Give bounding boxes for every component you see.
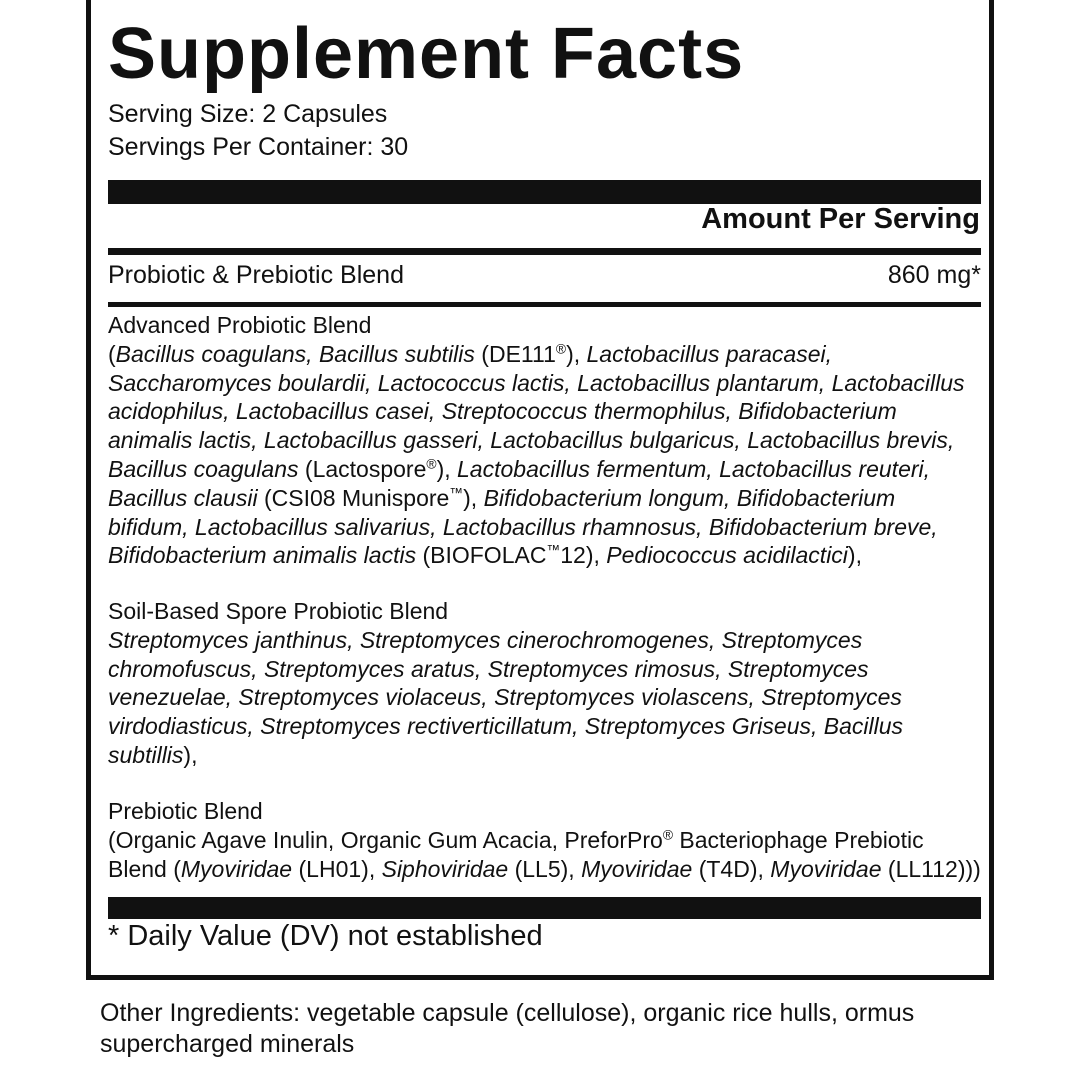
- blend-row: [108, 260, 981, 290]
- soil-probiotic-ingredients: Streptomyces janthinus, Streptomyces cinerochromogenes, Streptomyces chromofuscus, Streptomyces aratus, Streptomyces rimosus, Streptomyces venezuelae, Streptomyces violaceus, Streptomyces violascens, Streptomyces virdodiasticus, Streptomyces rectiverticillatum, Streptomyces Griseus, Bacillus subtillis),: [108, 626, 904, 768]
- thick-divider: [108, 897, 981, 919]
- panel-title: Supplement Facts: [108, 14, 745, 94]
- medium-divider: [108, 302, 981, 307]
- prebiotic-section: [108, 797, 981, 883]
- thick-divider: [108, 180, 981, 204]
- blend-name: Probiotic & Prebiotic Blend: [108, 261, 404, 289]
- daily-value-note: * Daily Value (DV) not established: [108, 920, 543, 952]
- prebiotic-ingredients: (Organic Agave Inulin, Organic Gum Acacia, PreforPro® Bacteriophage Prebiotic Blend (Myoviridae (LH01), Siphoviridae (LL5), Myoviridae (T4D), Myoviridae (LL112))): [108, 826, 981, 882]
- medium-divider: [108, 248, 981, 255]
- advanced-probiotic-section: [108, 311, 981, 570]
- advanced-probiotic-ingredients: (Bacillus coagulans, Bacillus subtilis (DE111®), Lactobacillus paracasei, Saccharomyces boulardii, Lactococcus lactis, Lactobacillus plantarum, Lactobacillus acidophilus, Lactobacillus casei, Streptococcus thermophilus, Bifidobacterium animalis lactis, Lactobacillus gasseri, Lactobacillus bulgaricus, Lactobacillus brevis, Bacillus coagulans (Lactospore®), Lactobacillus fermentum, Lactobacillus reuteri, Bacillus clausii (CSI08 Munispore™), Bifidobacterium longum, Bifidobacterium bifidum, Lactobacillus salivarius, Lactobacillus rhamnosus, Bifidobacterium breve, Bifidobacterium animalis lactis (BIOFOLAC™12), Pediococcus acidilactici),: [108, 340, 965, 569]
- other-ingredients: Other Ingredients: vegetable capsule (cellulose), organic rice hulls, ormus supercharged minerals: [100, 999, 915, 1058]
- amount-per-serving-header: Amount Per Serving: [701, 203, 980, 235]
- supplement-facts-panel: [86, 0, 994, 980]
- prebiotic-heading: Prebiotic Blend: [108, 798, 263, 824]
- soil-probiotic-section: [108, 597, 981, 770]
- soil-probiotic-heading: Soil-Based Spore Probiotic Blend: [108, 598, 449, 624]
- servings-per-container: Servings Per Container: 30: [108, 133, 409, 161]
- serving-size: Serving Size: 2 Capsules: [108, 100, 388, 128]
- blend-amount: 860 mg*: [887, 261, 981, 289]
- advanced-probiotic-heading: Advanced Probiotic Blend: [108, 312, 372, 338]
